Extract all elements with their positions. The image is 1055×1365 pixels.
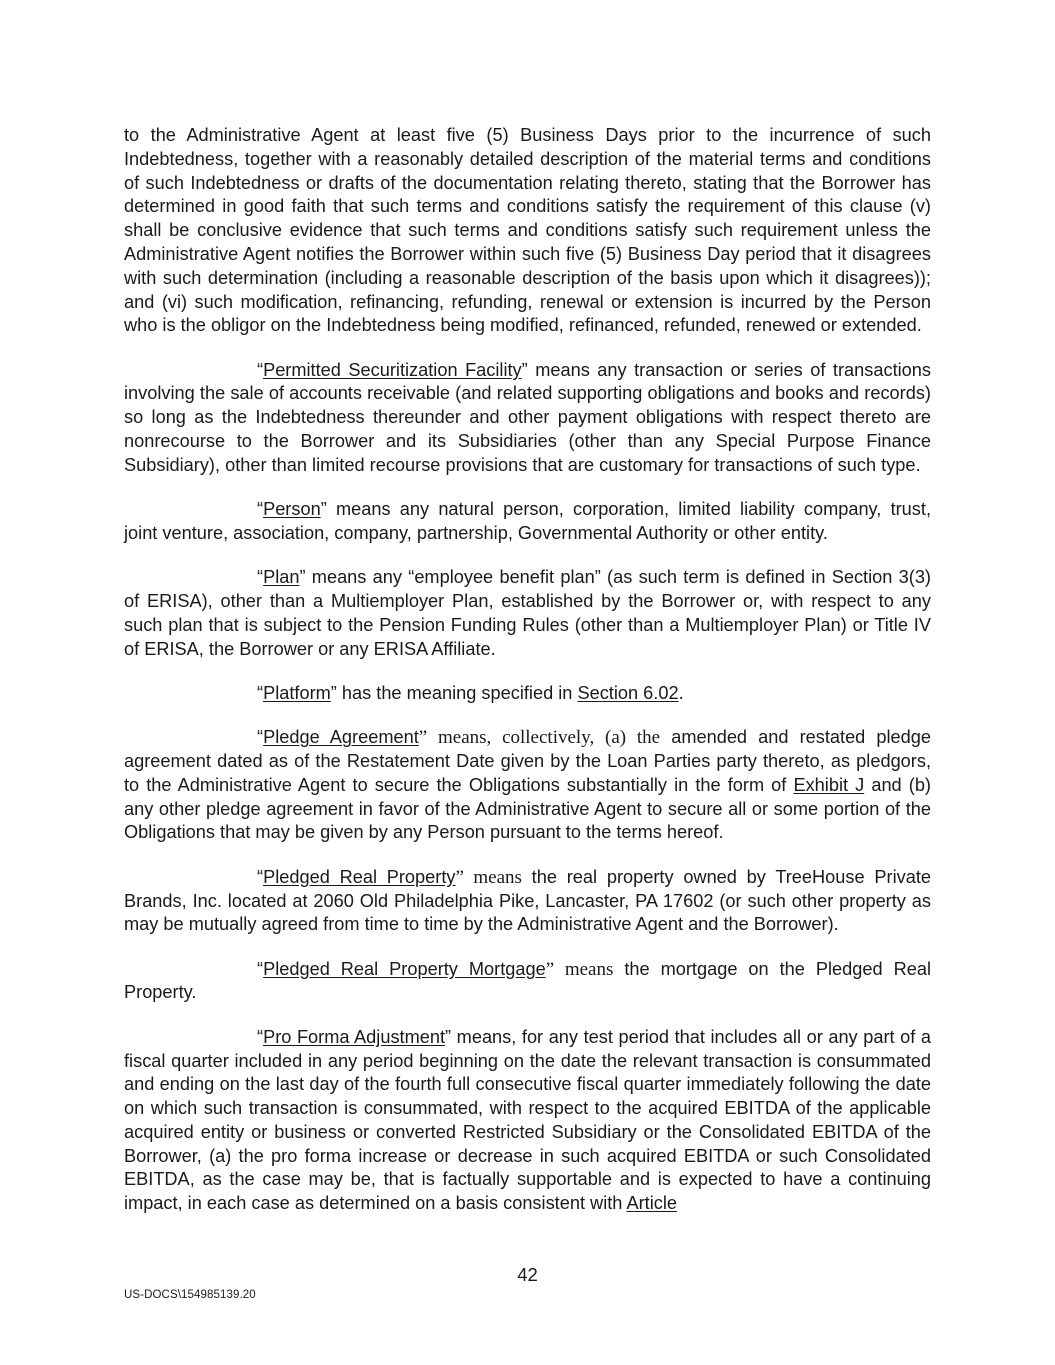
defined-term: Plan [263, 567, 300, 588]
defined-term: Permitted Securitization Facility [263, 359, 522, 380]
defined-term: Pledged Real Property [263, 866, 456, 887]
defined-term: Pro Forma Adjustment [263, 1026, 446, 1047]
definition-pledged-real-property-mortgage: “Pledged Real Property Mortgage” means the mortgage on the Pledged Real Property. [124, 958, 931, 1003]
continuation-paragraph: to the Administrative Agent at least five (5) Business Days prior to the incurrence of such Indebtedness, together with a reasonably detailed description of the material terms and conditions of such Indebtedness or drafts of the documentation relating thereto, stating that the Borrower has determined in good faith that such terms and conditions satisfy the requirement of this clause (v) shall be conclusive evidence that such terms and conditions satisfy such requirement unless the Administrative Agent notifies the Borrower within such five (5) Business Day period that it disagrees with such determination (including a reasonable description of the basis upon which it disagrees)); and (vi) such modification, refinancing, refunding, renewal or extension is incurred by the Person who is the obligor on the Indebtedness being modified, refinanced, refunded, renewed or extended. [124, 125, 931, 336]
section-reference: Section 6.02 [577, 682, 679, 703]
document-body [124, 124, 931, 1237]
definition-pledged-real-property: “Pledged Real Property” means the real property owned by TreeHouse Private Brands, Inc. located at 2060 Old Philadelphia Pike, Lancaster, PA 17602 (or such other property as may be mutually agreed from time to time by the Administrative Agent and the Borrower). [124, 866, 931, 935]
definition-plan: “Plan” means any “employee benefit plan” (as such term is defined in Section 3(3) of ERISA), other than a Multiemployer Plan, established by the Borrower or, with respect to any such plan that is subject to the Pension Funding Rules (other than a Multiemployer Plan) or Title IV of ERISA, the Borrower or any ERISA Affiliate. [124, 567, 931, 659]
definition-pro-forma-adjustment: “Pro Forma Adjustment” means, for any test period that includes all or any part of a fiscal quarter included in any period beginning on the date the relevant transaction is consummated and ending on the last day of the fourth full consecutive fiscal quarter immediately following the date on which such transaction is consummated, with respect to the acquired EBITDA of the applicable acquired entity or business or converted Restricted Subsidiary or the Consolidated EBITDA of the Borrower, (a) the pro forma increase or decrease in such acquired EBITDA or such Consolidated EBITDA, as the case may be, that is factually supportable and is expected to have a continuing impact, in each case as determined on a basis consistent with Article [124, 1026, 931, 1214]
definition-platform: “Platform” has the meaning specified in Section 6.02. [257, 682, 684, 703]
article-reference: Article [626, 1193, 677, 1214]
definition-person: “Person” means any natural person, corporation, limited liability company, trust, joint venture, association, company, partnership, Governmental Authority or other entity. [124, 499, 931, 543]
exhibit-reference: Exhibit J [793, 774, 865, 795]
document-id: US-DOCS\154985139.20 [124, 1289, 256, 1301]
page-number: 42 [517, 1264, 538, 1285]
defined-term: Pledged Real Property Mortgage [263, 958, 546, 979]
definition-permitted-securitization-facility: “Permitted Securitization Facility” means any transaction or series of transactions involving the sale of accounts receivable (and related supporting obligations and books and records) so long as the Indebtedness thereunder and other payment obligations with respect thereto are nonrecourse to the Borrower and its Subsidiaries (other than any Special Purpose Finance Subsidiary), other than limited recourse provisions that are customary for transactions of such type. [124, 359, 931, 475]
defined-term: Platform [263, 682, 331, 703]
defined-term: Person [263, 499, 321, 520]
definition-pledge-agreement: “Pledge Agreement” means, collectively, (a) the amended and restated pledge agreement dated as of the Restatement Date given by the Loan Parties party thereto, as pledgors, to the Administrative Agent to secure the Obligations substantially in the form of Exhibit J and (b) any other pledge agreement in favor of the Administrative Agent to secure all or some portion of the Obligations that may be given by any Person pursuant to the terms hereof. [124, 727, 932, 843]
defined-term: Pledge Agreement [263, 727, 419, 748]
